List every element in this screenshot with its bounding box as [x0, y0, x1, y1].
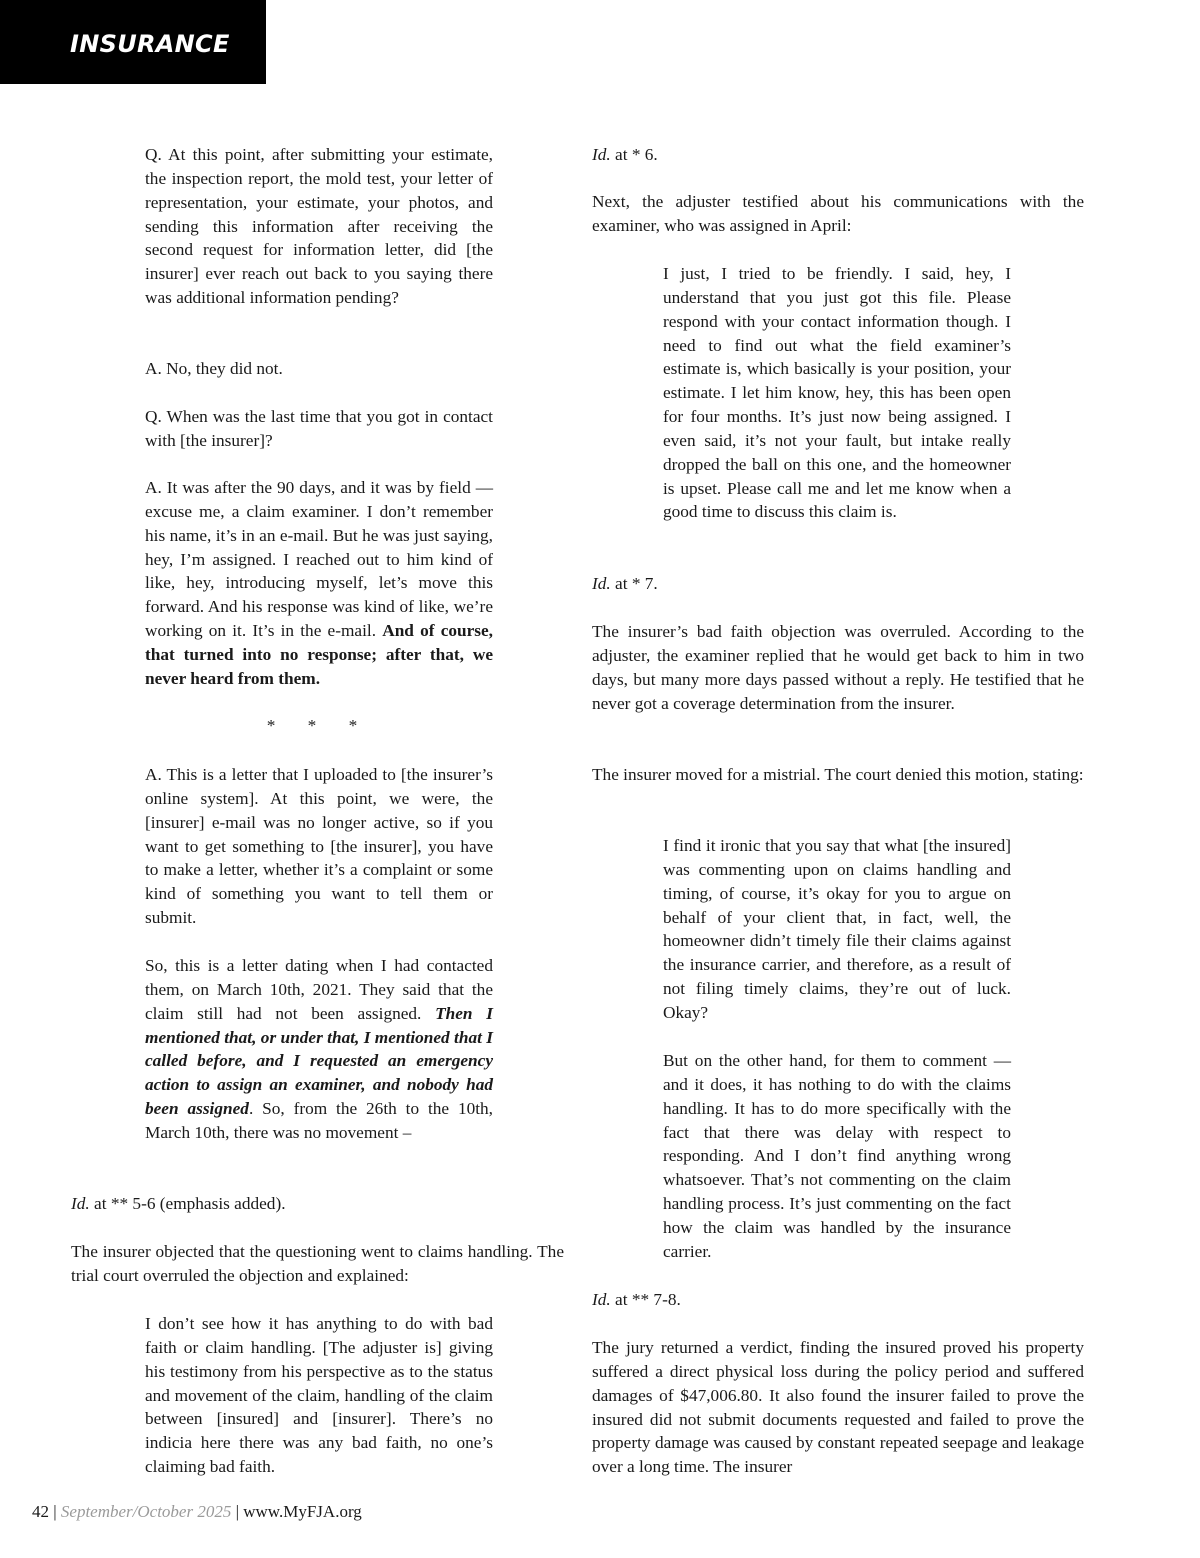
section-label: INSURANCE [70, 30, 230, 58]
citation-a-id: Id. [592, 145, 611, 164]
question-1: Q. At this point, after submitting your estimate, the inspection report, the mold test, your letter of representation, your estimate, your photos, and sending this information after receiving the second request for information letter, did [the insurer] ever reach out back to you saying there was additional information pending? [145, 145, 493, 308]
paragraph-adjuster: Next, the adjuster testified about his communications with the examiner, who was assigned in April: [592, 192, 1084, 235]
answer-4-emphasis: Then I mentioned that, or under that, I mentioned that I called before, and I requested an emergency action to assign an examiner, and nobody had been assigned [145, 1003, 493, 1119]
citation-b-id: Id. [592, 574, 611, 593]
citation-a-rest: at * 6. [610, 145, 658, 164]
issue-date: September/October 2025 [60, 1502, 232, 1521]
footer-separator: | [231, 1502, 244, 1521]
page-footer [32, 1502, 362, 1522]
section-break: * * * [266, 716, 372, 735]
question-2: Q. When was the last time that you got in contact with [the insurer]? [145, 407, 493, 450]
citation-b [592, 572, 1084, 596]
citation-c-rest: at ** 7-8. [610, 1290, 681, 1309]
answer-2-text: A. It was after the 90 days, and it was by field — excuse me, a claim examiner. I don’t remember his name, it’s in an e-mail. But he was just saying, hey, I’m assigned. I reached out to him kind of like, hey, introducing myself, let’s move this forward. And his response was kind of like, we’re working on it. It’s in the e-mail. [145, 478, 493, 641]
citation-a [592, 143, 1084, 167]
answer-4-end: . So, from the 26th to the 10th, March 10th, there was no movement – [145, 1099, 493, 1142]
answer-4-text: So, this is a letter dating when I had contacted them, on March 10th, 2021. They said that the claim still had not been assigned. [145, 956, 493, 1023]
paragraph-mistrial: The insurer moved for a mistrial. The court denied this motion, stating: [592, 765, 1084, 784]
section-tag [0, 0, 266, 84]
paragraph-verdict: The jury returned a verdict, finding the insured proved his property suffered a direct physical loss during the policy period and suffered damages of $47,006.80. It also found the insurer failed to prove the insured did not submit documents requested and failed to prove the property damage was caused by constant repeated seepage and leakage over a long time. The insurer [592, 1338, 1084, 1477]
answer-1: A. No, they did not. [145, 359, 283, 378]
page-number: 42 [32, 1502, 49, 1521]
answer-4 [145, 954, 493, 1145]
paragraph-objection: The insurer objected that the questioning went to claims handling. The trial court overruled the objection and explained: [71, 1242, 564, 1285]
footer-separator: | [49, 1502, 61, 1521]
citation-1 [71, 1192, 564, 1216]
answer-2-emphasis: And of course, that turned into no response; after that, we never heard from them. [145, 621, 493, 688]
quote-adjuster: I just, I tried to be friendly. I said, hey, I understand that you just got this file. Please respond with your contact information though. I need to find out what the field examiner’s estimate is, which basically is your position, your estimate. I let him know, hey, this has been open for four months. It’s just now being assigned. I even said, it’s not your fault, but intake really dropped the ball on this one, and the homeowner is upset. Please call me and let me know when a good time to discuss this claim is. [663, 264, 1011, 522]
citation-1-id: Id. [71, 1194, 90, 1213]
quote-court-1: I don’t see how it has anything to do with bad faith or claim handling. [The adjuster is] giving his testimony from his perspective as to the status and movement of the claim, handling of the claim between [insured] and [insurer]. There’s no indicia here there was any bad faith, no one’s claiming bad faith. [145, 1314, 493, 1477]
quote-court-2a: I find it ironic that you say that what [the insured] was commenting upon on claims handling and timing, of course, it’s okay for you to argue on behalf of your client that, in fact, well, the homeowner didn’t timely file their claims against the insurance carrier, and therefore, as a result of not filing timely claims, they’re out of luck. Okay? [663, 836, 1011, 1022]
citation-c [592, 1288, 1084, 1312]
quote-court-2b: But on the other hand, for them to comment — and it does, it has nothing to do with the claims handling. It has to do more specifically with the fact that there was delay with respect to responding. And I don’t find anything wrong whatsoever. That’s not commenting on the claim handling process. It’s just commenting on the fact how the claim was handled by the insurance carrier. [663, 1051, 1011, 1261]
citation-1-rest: at ** 5-6 (emphasis added). [89, 1194, 286, 1213]
citation-b-rest: at * 7. [610, 574, 658, 593]
answer-3: A. This is a letter that I uploaded to [the insurer’s online system]. At this point, we were, the [insurer] e-mail was no longer active, so if you want to get something to [the insurer], you have to make a letter, whether it’s a complaint or some kind of something you want to tell them or submit. [145, 765, 493, 928]
website-link[interactable]: www.MyFJA.org [243, 1502, 362, 1521]
paragraph-overruled: The insurer’s bad faith objection was overruled. According to the adjuster, the examiner replied that he would get back to him in two days, but many more days passed without a reply. He testified that he never got a coverage determination from the insurer. [592, 622, 1084, 713]
answer-2 [145, 476, 493, 691]
citation-c-id: Id. [592, 1290, 611, 1309]
